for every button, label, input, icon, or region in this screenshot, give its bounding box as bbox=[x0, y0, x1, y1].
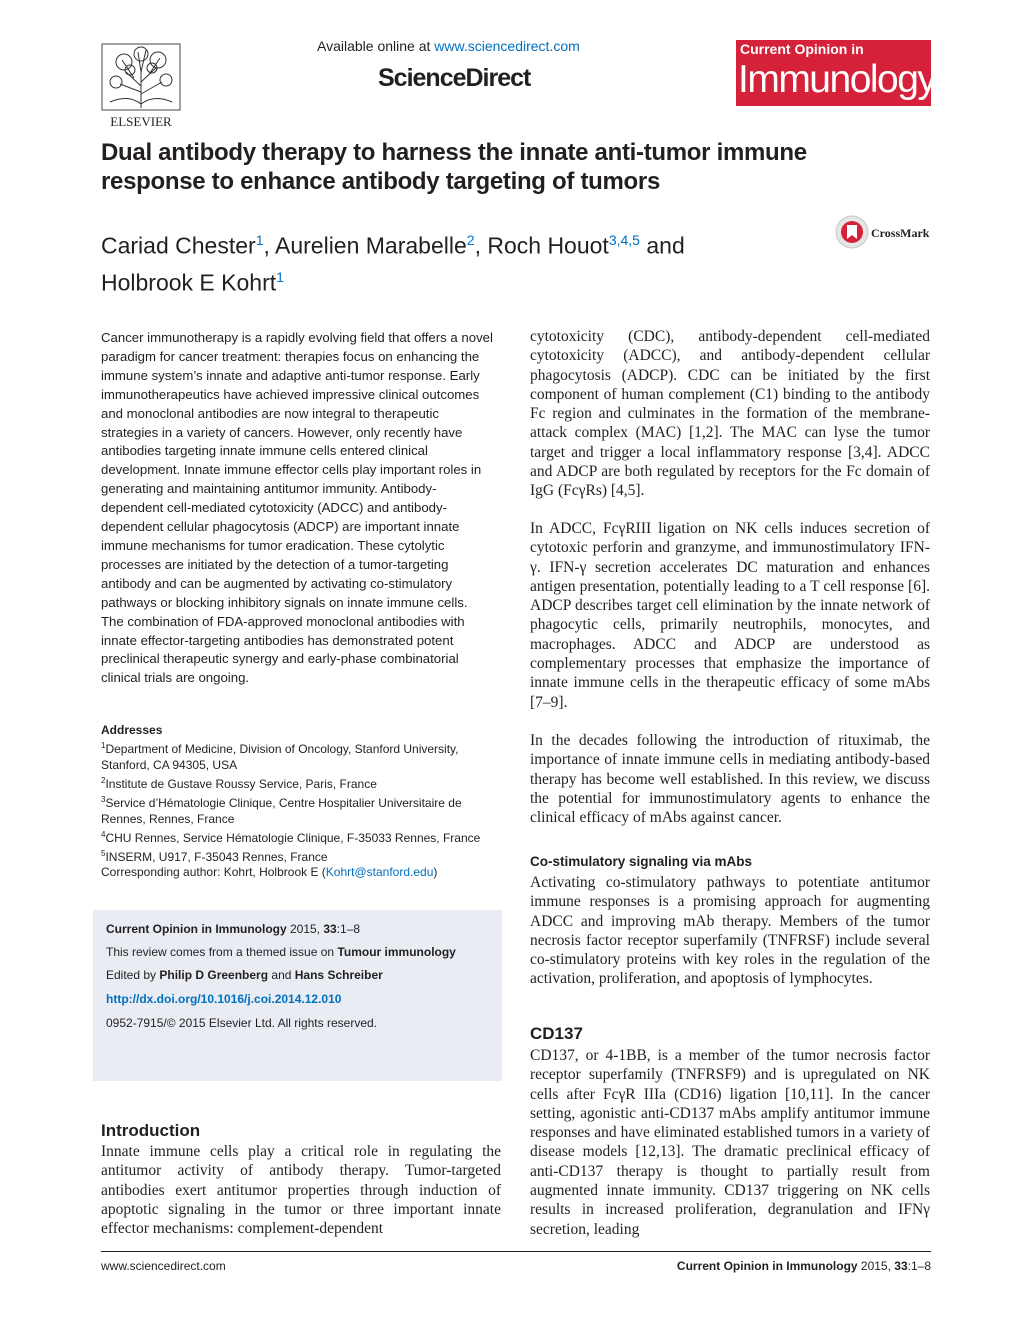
sciencedirect-wordmark: ScienceDirect bbox=[378, 64, 531, 92]
body-paragraph: cytotoxicity (CDC), antibody-dependent cell-mediated cytotoxicity (ADCC), and antibody-dependent cellular phagocytosis (ADCP). CDC can be initiated by the first component of human complement (C1) binding to the antibody Fc region and culminates in the formation of the membrane-attack complex (MAC) [1,2]. The MAC can lyse the tumor target and trigger a local inflammatory response [3,4]. ADCC and ADCP are both regulated by receptors for the Fc domain of IgG (FcγRs) [4,5]. bbox=[530, 328, 930, 500]
sciencedirect-link[interactable]: www.sciencedirect.com bbox=[434, 38, 580, 54]
editors: Edited by Philip D Greenberg and Hans Schreiber bbox=[106, 968, 383, 982]
footer-divider bbox=[101, 1251, 931, 1252]
crossmark-badge[interactable] bbox=[835, 213, 935, 251]
author: Aurelien Marabelle bbox=[275, 232, 467, 259]
copyright: 0952-7915/© 2015 Elsevier Ltd. All rights reserved. bbox=[106, 1016, 377, 1030]
author-list: Cariad Chester$^1$, Aurelien Marabelle$^2$, Roch Houot$^{3,4,5}$ and Holbrook E Kohrt$^1$ bbox=[101, 232, 685, 296]
author-affiliation[interactable]: 2 bbox=[466, 232, 475, 248]
introduction-text: Innate immune cells play a critical role in regulating the antitumor activity of antibody therapy. Tumor-targeted antibodies exert antitumor properties through induction of apoptotic signaling in the tumor or three important innate effector mechanisms: complement-dependent bbox=[101, 1143, 501, 1238]
body-paragraph: In ADCC, FcγRIII ligation on NK cells induces secretion of cytotoxic perforin and granzyme, and immunostimulatory IFN-γ. IFN-γ secretion accelerates DC maturation and enhances antigen presentation, potentially leading to a T cell response [6]. ADCP describes target cell elimination by the innate network of phagocytic cells, primarily neutrophils, monocytes, and macrophages. ADCC and ADCP are understood as complementary processes that emphasize the importance of innate immune cells in the therapeutic efficacy of some mAbs [7–9]. bbox=[530, 520, 930, 711]
author-email-link[interactable]: Kohrt@stanford.edu bbox=[325, 865, 434, 879]
crossmark-icon bbox=[835, 213, 935, 251]
body-paragraph: In the decades following the introduction of rituximab, the importance of innate immune cells in mediating antibody-based therapy has become well established. In this review, we discuss the potential for immunostimulatory agents to enhance the clinical efficacy of mAbs against cancer. bbox=[530, 732, 930, 827]
section-heading-cd137: CD137 bbox=[530, 1024, 583, 1043]
doi-link[interactable]: http://dx.doi.org/10.1016/j.coi.2014.12.010 bbox=[106, 992, 342, 1006]
corresponding-author: Corresponding author: Kohrt, Holbrook E (Kohrt@stanford.edu) bbox=[101, 865, 438, 879]
abstract: Cancer immunotherapy is a rapidly evolving field that offers a novel paradigm for cancer treatment: therapies focus on enhancing the immune system’s innate and adaptive anti-tumor response. Early immunotherapeutics have achieved impressive clinical outcomes and monoclonal antibodies are now integral to therapeutic strategies in a variety of cancers. However, only recently have antibodies targeting innate immune cells entered clinical development. Innate immune effector cells play important roles in generating and maintaining antitumor immunity. Antibody-dependent cell-mediated cytotoxicity (ADCC) and antibody-dependent cellular phagocytosis (ADCP) are important innate immune mechanisms for tumor eradication. These cytolytic processes are initiated by the detection of a tumor-targeting antibody and can be augmented by activating co-stimulatory pathways or blocking inhibitory signals on innate immune cells. The combination of FDA-approved monoclonal antibodies with innate effector-targeting antibodies has demonstrated potent preclinical therapeutic synergy and early-phase combinatorial clinical trials are ongoing. bbox=[101, 330, 493, 686]
author: Roch Houot bbox=[487, 232, 609, 259]
address-item: $^2$Institute de Gustave Roussy Service, Paris, France bbox=[101, 776, 377, 791]
article-info-box bbox=[93, 910, 502, 1081]
address-item: $^5$INSERM, U917, F-35043 Rennes, France bbox=[101, 849, 328, 864]
journal-logo-top: Current Opinion in bbox=[740, 41, 864, 57]
footer-url[interactable]: www.sciencedirect.com bbox=[101, 1259, 226, 1273]
themed-issue: This review comes from a themed issue on Tumour immunology bbox=[106, 945, 456, 959]
section-heading-costim: Co-stimulatory signaling via mAbs bbox=[530, 854, 753, 869]
author-affiliation[interactable]: 3,4,5 bbox=[608, 232, 640, 248]
editor: Hans Schreiber bbox=[294, 968, 383, 982]
addresses-heading: Addresses bbox=[101, 723, 163, 737]
address-item: $^4$CHU Rennes, Service Hématologie Clinique, F-35033 Rennes, France bbox=[101, 830, 481, 845]
body-paragraph: CD137, or 4-1BB, is a member of the tumor necrosis factor receptor superfamily (TNFRSF9) and is upregulated on NK cells after FcγR IIIa (CD16) ligation [10,11]. In the cancer setting, agonistic anti-CD137 mAbs amplify antitumor immune responses and have eliminated established tumors in a variety of disease models [12,13]. The dramatic preclinical efficacy of anti-CD137 therapy is thought to partially result from augmented innate immunity. CD137 triggering on NK cells results in increased proliferation, degranulation and IFNγ secretion, leading bbox=[530, 1047, 930, 1238]
footer-citation: Current Opinion in Immunology 2015, 33:1–8 bbox=[676, 1259, 931, 1273]
elsevier-tree-icon bbox=[98, 42, 184, 128]
available-online: Available online at www.sciencedirect.com bbox=[317, 38, 580, 54]
svg-text:CrossMark: CrossMark bbox=[871, 226, 930, 240]
editor: Philip D Greenberg bbox=[159, 968, 269, 982]
addresses bbox=[101, 722, 501, 865]
author: Holbrook E Kohrt bbox=[101, 269, 277, 296]
introduction-heading: Introduction bbox=[101, 1121, 201, 1140]
theme-link[interactable]: Tumour immunology bbox=[337, 945, 456, 959]
author-affiliation[interactable]: 1 bbox=[276, 268, 284, 285]
address-item: $^3$Service d’Hématologie Clinique, Centre Hospitalier Universitaire de Rennes, Rennes, France bbox=[101, 795, 462, 826]
journal-logo bbox=[736, 40, 936, 106]
body-paragraph: Activating co-stimulatory pathways to potentiate antitumor immune responses is a promising approach for augmenting ADCC and improving mAb therapy. Members of the tumor necrosis factor receptor superfamily (TNFRSF) include several co-stimulatory proteins with key roles in the regulation of the activation, proliferation, and apoptosis of lymphocytes. bbox=[530, 874, 930, 988]
journal-logo-name: Immunology bbox=[738, 58, 936, 101]
article-title: Dual antibody therapy to harness the innate anti-tumor immune response to enhance antibody targeting of tumors bbox=[101, 139, 807, 195]
author-affiliation[interactable]: 1 bbox=[255, 232, 264, 248]
svg-text:ELSEVIER: ELSEVIER bbox=[110, 114, 172, 128]
author: Cariad Chester bbox=[101, 232, 256, 259]
elsevier-logo bbox=[98, 42, 184, 128]
citation: Current Opinion in Immunology 2015, 33:1–8 bbox=[106, 922, 361, 936]
address-item: $^1$Department of Medicine, Division of Oncology, Stanford University, Stanford, CA 94305, USA bbox=[101, 741, 459, 772]
